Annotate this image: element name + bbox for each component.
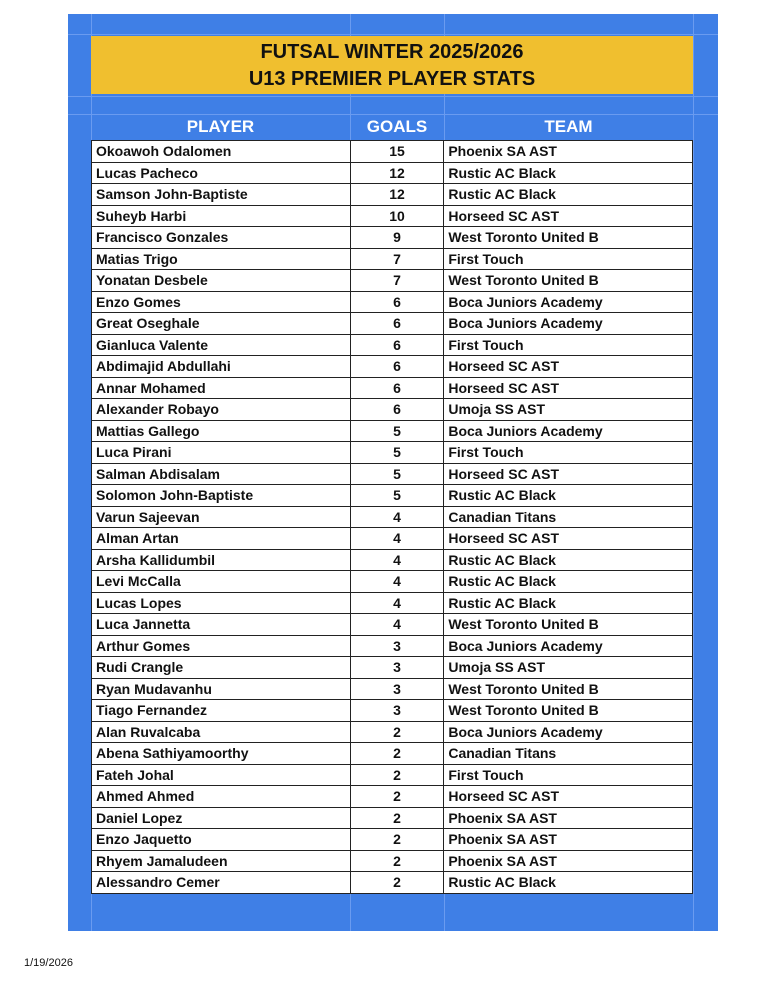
team-cell: Canadian Titans — [444, 506, 693, 528]
goals-cell: 4 — [350, 614, 444, 636]
player-stats-table — [91, 140, 693, 894]
team-cell: Rustic AC Black — [444, 872, 693, 894]
grid-line — [68, 34, 718, 35]
player-cell: Rhyem Jamaludeen — [92, 850, 351, 872]
table-row — [92, 528, 693, 550]
team-cell: Rustic AC Black — [444, 162, 693, 184]
team-cell: Boca Juniors Academy — [444, 313, 693, 335]
header-team: TEAM — [544, 117, 593, 136]
goals-cell: 2 — [350, 764, 444, 786]
player-cell: Abdimajid Abdullahi — [92, 356, 351, 378]
team-cell: Horseed SC AST — [444, 463, 693, 485]
player-cell: Lucas Lopes — [92, 592, 351, 614]
table-row — [92, 721, 693, 743]
goals-cell: 12 — [350, 184, 444, 206]
player-cell: Ryan Mudavanhu — [92, 678, 351, 700]
team-cell: West Toronto United B — [444, 678, 693, 700]
goals-cell: 3 — [350, 700, 444, 722]
print-date: 1/19/2026 — [24, 957, 73, 969]
table-row — [92, 162, 693, 184]
player-cell: Daniel Lopez — [92, 807, 351, 829]
table-row — [92, 807, 693, 829]
table-row — [92, 291, 693, 313]
team-cell: Umoja SS AST — [444, 657, 693, 679]
goals-cell: 6 — [350, 399, 444, 421]
table-row — [92, 850, 693, 872]
player-cell: Mattias Gallego — [92, 420, 351, 442]
player-cell: Matias Trigo — [92, 248, 351, 270]
table-row — [92, 592, 693, 614]
table-row — [92, 420, 693, 442]
table-row — [92, 700, 693, 722]
goals-cell: 4 — [350, 528, 444, 550]
player-cell: Arthur Gomes — [92, 635, 351, 657]
table-row — [92, 141, 693, 163]
table-row — [92, 377, 693, 399]
goals-cell: 10 — [350, 205, 444, 227]
table-row — [92, 571, 693, 593]
title-line-1: FUTSAL WINTER 2025/2026 — [260, 41, 524, 63]
goals-cell: 3 — [350, 657, 444, 679]
goals-cell: 6 — [350, 377, 444, 399]
player-cell: Francisco Gonzales — [92, 227, 351, 249]
team-cell: First Touch — [444, 764, 693, 786]
team-cell: Boca Juniors Academy — [444, 420, 693, 442]
goals-cell: 4 — [350, 592, 444, 614]
grid-line — [693, 14, 694, 931]
goals-cell: 2 — [350, 850, 444, 872]
goals-cell: 4 — [350, 549, 444, 571]
player-cell: Salman Abdisalam — [92, 463, 351, 485]
team-cell: First Touch — [444, 248, 693, 270]
goals-cell: 2 — [350, 829, 444, 851]
team-cell: First Touch — [444, 334, 693, 356]
header-player: PLAYER — [186, 117, 255, 136]
goals-cell: 5 — [350, 463, 444, 485]
goals-cell: 6 — [350, 356, 444, 378]
goals-cell: 5 — [350, 485, 444, 507]
team-cell: West Toronto United B — [444, 227, 693, 249]
table-row — [92, 743, 693, 765]
goals-cell: 5 — [350, 420, 444, 442]
player-cell: Alman Artan — [92, 528, 351, 550]
table-row — [92, 399, 693, 421]
team-cell: Horseed SC AST — [444, 528, 693, 550]
header-goals: GOALS — [366, 117, 428, 136]
team-cell: Horseed SC AST — [444, 205, 693, 227]
title-banner — [91, 36, 693, 94]
grid-line — [68, 114, 718, 115]
player-cell: Annar Mohamed — [92, 377, 351, 399]
team-cell: Phoenix SA AST — [444, 141, 693, 163]
player-cell: Lucas Pacheco — [92, 162, 351, 184]
goals-cell: 12 — [350, 162, 444, 184]
team-cell: Rustic AC Black — [444, 549, 693, 571]
player-cell: Alexander Robayo — [92, 399, 351, 421]
table-row — [92, 334, 693, 356]
team-cell: Phoenix SA AST — [444, 829, 693, 851]
title-line-2: U13 PREMIER PLAYER STATS — [248, 68, 536, 90]
team-cell: Rustic AC Black — [444, 184, 693, 206]
table-row — [92, 184, 693, 206]
player-cell: Yonatan Desbele — [92, 270, 351, 292]
team-cell: Phoenix SA AST — [444, 807, 693, 829]
player-cell: Varun Sajeevan — [92, 506, 351, 528]
goals-cell: 3 — [350, 635, 444, 657]
player-cell: Great Oseghale — [92, 313, 351, 335]
player-cell: Suheyb Harbi — [92, 205, 351, 227]
team-cell: Boca Juniors Academy — [444, 635, 693, 657]
table-row — [92, 463, 693, 485]
team-cell: Horseed SC AST — [444, 356, 693, 378]
goals-cell: 2 — [350, 786, 444, 808]
team-cell: First Touch — [444, 442, 693, 464]
grid-line — [68, 96, 718, 97]
goals-cell: 5 — [350, 442, 444, 464]
table-row — [92, 205, 693, 227]
table-row — [92, 614, 693, 636]
goals-cell: 2 — [350, 721, 444, 743]
player-cell: Abena Sathiyamoorthy — [92, 743, 351, 765]
goals-cell: 7 — [350, 248, 444, 270]
table-row — [92, 356, 693, 378]
goals-cell: 6 — [350, 334, 444, 356]
goals-cell: 2 — [350, 743, 444, 765]
team-cell: Rustic AC Black — [444, 571, 693, 593]
table-row — [92, 506, 693, 528]
table-row — [92, 270, 693, 292]
team-cell: Rustic AC Black — [444, 592, 693, 614]
table-row — [92, 678, 693, 700]
team-cell: Boca Juniors Academy — [444, 721, 693, 743]
player-cell: Alan Ruvalcaba — [92, 721, 351, 743]
spreadsheet-area — [68, 14, 718, 931]
team-cell: West Toronto United B — [444, 270, 693, 292]
table-row — [92, 786, 693, 808]
table-row — [92, 764, 693, 786]
player-cell: Luca Pirani — [92, 442, 351, 464]
team-cell: Phoenix SA AST — [444, 850, 693, 872]
goals-cell: 7 — [350, 270, 444, 292]
player-cell: Okoawoh Odalomen — [92, 141, 351, 163]
goals-cell: 6 — [350, 291, 444, 313]
team-cell: Canadian Titans — [444, 743, 693, 765]
goals-cell: 3 — [350, 678, 444, 700]
table-row — [92, 829, 693, 851]
team-cell: Horseed SC AST — [444, 786, 693, 808]
table-row — [92, 227, 693, 249]
player-cell: Rudi Crangle — [92, 657, 351, 679]
player-cell: Tiago Fernandez — [92, 700, 351, 722]
goals-cell: 6 — [350, 313, 444, 335]
player-cell: Alessandro Cemer — [92, 872, 351, 894]
goals-cell: 15 — [350, 141, 444, 163]
table-row — [92, 485, 693, 507]
table-row — [92, 635, 693, 657]
goals-cell: 4 — [350, 571, 444, 593]
team-cell: West Toronto United B — [444, 700, 693, 722]
player-cell: Levi McCalla — [92, 571, 351, 593]
table-row — [92, 872, 693, 894]
team-cell: Rustic AC Black — [444, 485, 693, 507]
goals-cell: 2 — [350, 872, 444, 894]
player-cell: Enzo Jaquetto — [92, 829, 351, 851]
player-cell: Luca Jannetta — [92, 614, 351, 636]
team-cell: Horseed SC AST — [444, 377, 693, 399]
table-row — [92, 248, 693, 270]
player-cell: Gianluca Valente — [92, 334, 351, 356]
player-cell: Samson John-Baptiste — [92, 184, 351, 206]
player-cell: Arsha Kallidumbil — [92, 549, 351, 571]
goals-cell: 2 — [350, 807, 444, 829]
goals-cell: 9 — [350, 227, 444, 249]
player-cell: Ahmed Ahmed — [92, 786, 351, 808]
table-row — [92, 657, 693, 679]
goals-cell: 4 — [350, 506, 444, 528]
team-cell: Umoja SS AST — [444, 399, 693, 421]
team-cell: West Toronto United B — [444, 614, 693, 636]
player-cell: Fateh Johal — [92, 764, 351, 786]
table-row — [92, 442, 693, 464]
table-row — [92, 549, 693, 571]
player-cell: Enzo Gomes — [92, 291, 351, 313]
team-cell: Boca Juniors Academy — [444, 291, 693, 313]
player-cell: Solomon John-Baptiste — [92, 485, 351, 507]
table-row — [92, 313, 693, 335]
